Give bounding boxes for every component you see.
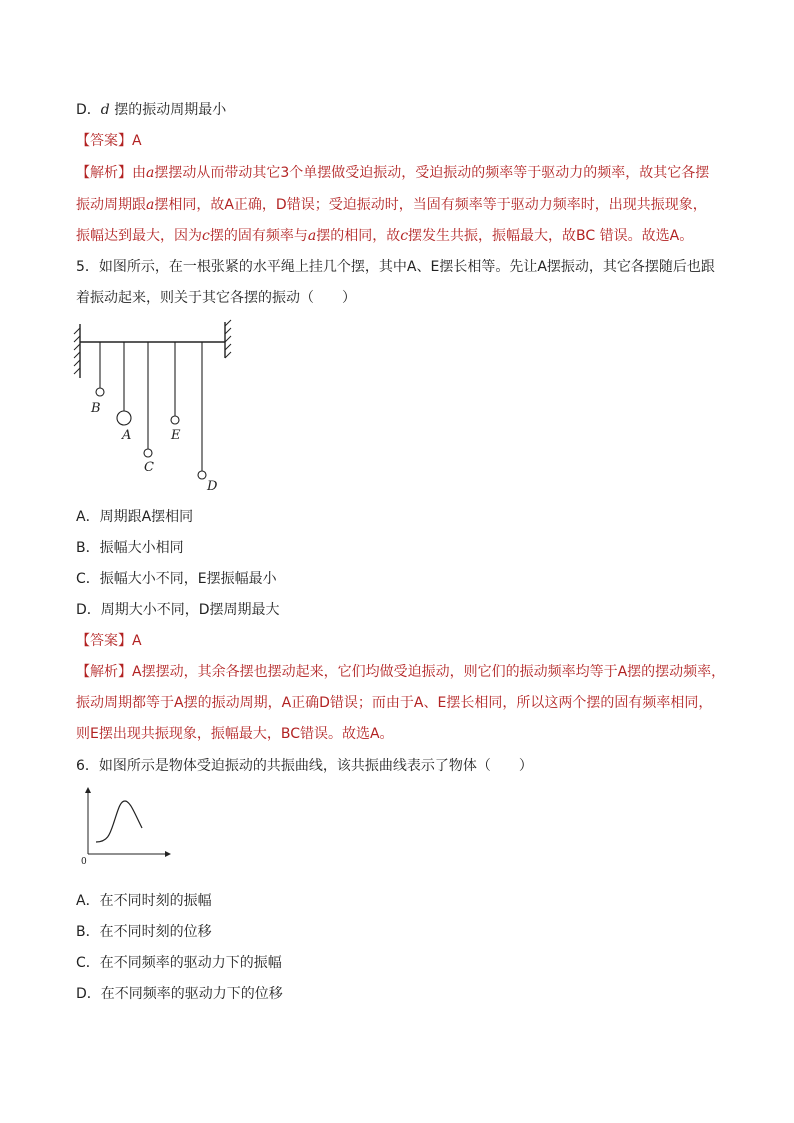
q6-option-d: D．在不同频率的驱动力下的位移 — [76, 986, 283, 1002]
pendulum-b-bob — [96, 388, 104, 396]
answer-value: A — [132, 133, 142, 149]
answer-tag: 【答案】 — [76, 133, 132, 149]
q6-stem: 6．如图所示是物体受迫振动的共振曲线，该共振曲线表示了物体（ ） — [76, 758, 533, 774]
q5-analysis-line2: 振动周期都等于A摆的振动周期，A正确D错误；而由于A、E摆长相同，所以这两个摆的固有频率相同， — [76, 695, 713, 711]
pendulum-c-bob — [144, 449, 152, 457]
analysis-tag: 【解析】 — [76, 664, 132, 680]
q6-option-c: C．在不同频率的驱动力下的振幅 — [76, 955, 282, 971]
q4-analysis-line2 — [76, 195, 707, 215]
pendulum-a-label: A — [122, 428, 132, 443]
q5-option-d: D．周期大小不同，D摆周期最大 — [76, 602, 280, 618]
variable-c: c — [400, 228, 409, 244]
text: 摆相同，故A正确，D错误；受迫振动时，当固有频率等于驱动力频率时，出现共振现象， — [154, 197, 707, 213]
pendulum-a-bob — [117, 411, 131, 425]
variable-a: a — [146, 165, 155, 181]
variable-c: c — [202, 228, 210, 244]
variable-a: a — [307, 228, 317, 244]
q4-analysis-line1 — [76, 163, 709, 183]
q5-stem-line2: 着振动起来，则关于其它各摆的振动（ ） — [76, 290, 356, 306]
variable-d: d — [100, 102, 110, 118]
answer-tag: 【答案】 — [76, 633, 132, 649]
text: 摆的固有频率与 — [209, 228, 308, 244]
left-hatching — [74, 328, 80, 374]
answer-value: A — [132, 633, 142, 649]
option-prefix: D． — [76, 102, 101, 118]
option-text: 摆的振动周期最小 — [109, 102, 227, 118]
pendulum-e-label: E — [171, 428, 181, 443]
resonance-curve-figure — [78, 786, 178, 868]
pendulum-figure — [70, 318, 240, 498]
text: 摆摆动从而带动其它3个单摆做受迫振动，受迫振动的频率等于驱动力的频率，故其它各摆 — [154, 165, 710, 181]
text: 摆的相同，故 — [316, 228, 401, 244]
resonance-curve — [96, 801, 142, 842]
pendulum-c-label: C — [144, 460, 154, 475]
q5-answer — [76, 631, 142, 651]
right-hatching — [225, 320, 231, 358]
q5-option-c: C．振幅大小不同，E摆振幅最小 — [76, 571, 277, 587]
q5-option-b: B．振幅大小相同 — [76, 540, 184, 556]
q6-option-b: B．在不同时刻的位移 — [76, 924, 212, 940]
q4-answer — [76, 131, 142, 151]
text: 摆发生共振，振幅最大，故BC 错误。故选A。 — [408, 228, 694, 244]
text: 振动周期跟 — [76, 197, 146, 213]
q5-analysis-line1 — [76, 662, 725, 682]
origin-label: 0 — [81, 857, 87, 867]
q4-option-d — [76, 100, 226, 120]
pendulum-d-bob — [198, 471, 206, 479]
pendulum-b-label: B — [91, 401, 101, 416]
pendulum-e-bob — [171, 416, 179, 424]
pendulum-d-label: D — [207, 479, 218, 494]
q5-stem-line1: 5．如图所示，在一根张紧的水平绳上挂几个摆，其中A、E摆长相等。先让A摆振动，其它各摆随后也跟 — [76, 259, 715, 275]
q5-option-a: A．周期跟A摆相同 — [76, 509, 194, 525]
text: 由 — [132, 165, 146, 181]
variable-a: a — [146, 197, 155, 213]
text: 振幅达到最大，因为 — [76, 228, 202, 244]
q4-analysis-line3 — [76, 226, 693, 246]
q5-analysis-line3: 则E摆出现共振现象，振幅最大，BC错误。故选A。 — [76, 726, 394, 742]
analysis-tag: 【解析】 — [76, 165, 132, 181]
text: A摆摆动，其余各摆也摆动起来，它们均做受迫振动，则它们的振动频率均等于A摆的摆动频率， — [132, 664, 726, 680]
q6-option-a: A．在不同时刻的振幅 — [76, 893, 212, 909]
